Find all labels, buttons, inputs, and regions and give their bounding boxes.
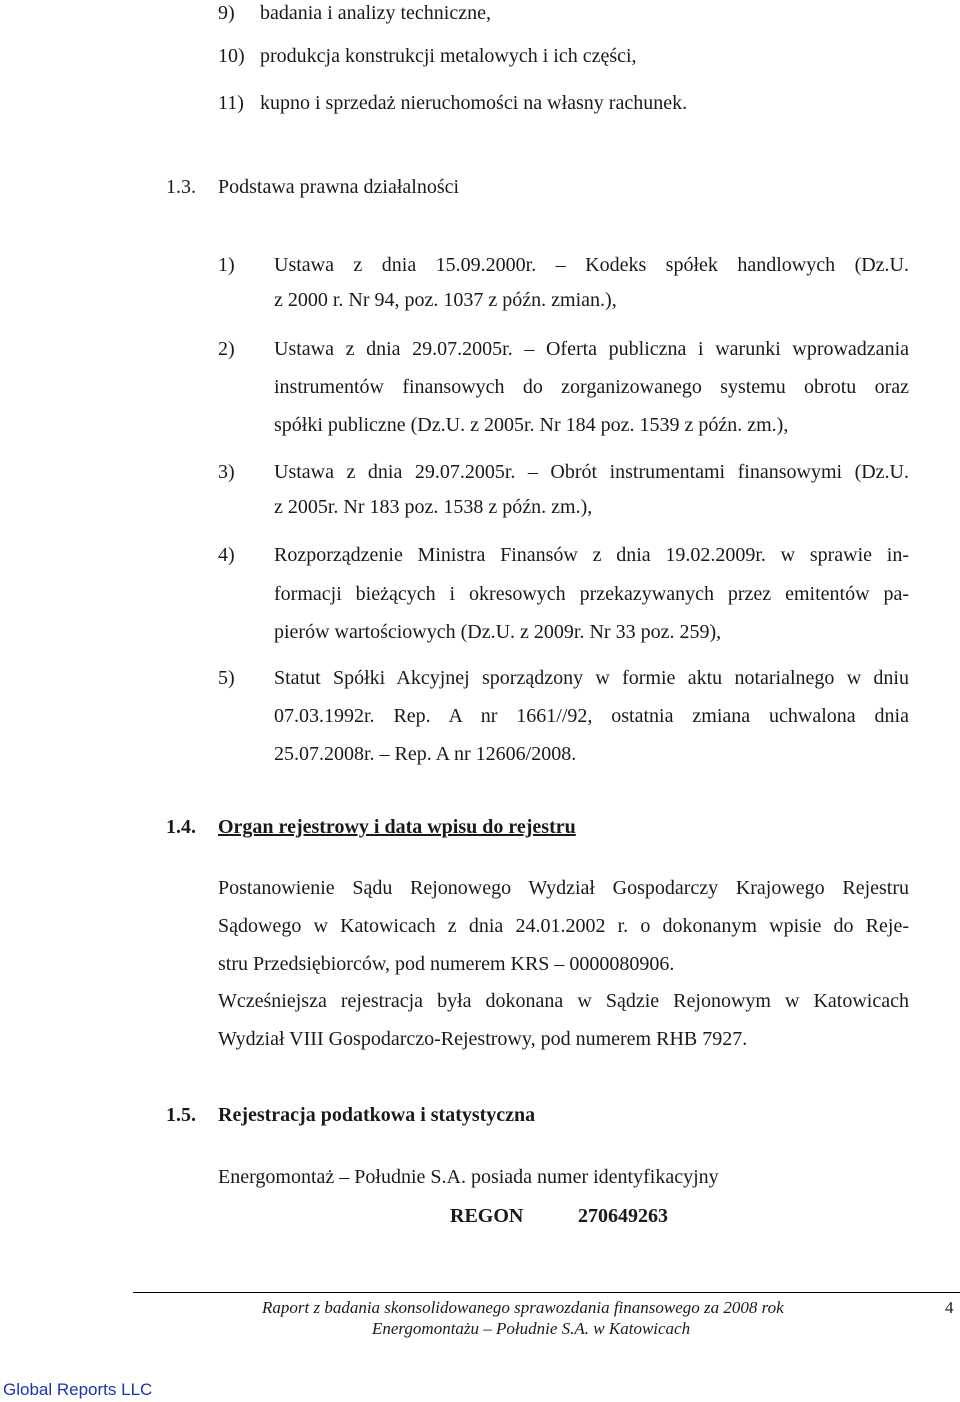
list-item-number: 10) [218, 45, 245, 67]
legal-basis-line: instrumentów finansowych do zorganizowanego systemu obrotu oraz [274, 376, 909, 398]
legal-basis-line: Rozporządzenie Ministra Finansów z dnia 19.02.2009r. w sprawie in- [274, 544, 909, 566]
legal-basis-line: 25.07.2008r. – Rep. A nr 12606/2008. [274, 743, 577, 765]
paragraph-line: Wydział VIII Gospodarczo-Rejestrowy, pod numerem RHB 7927. [218, 1028, 748, 1050]
section-number: 1.5. [166, 1104, 196, 1126]
footer-report-title: Raport z badania skonsolidowanego sprawozdania finansowego za 2008 rok [262, 1298, 784, 1317]
paragraph-line: Wcześniejsza rejestracja była dokonana w Sądzie Rejonowym w Katowicach [218, 990, 909, 1012]
paragraph-line: Sądowego w Katowicach z dnia 24.01.2002 r. o dokonanym wpisie do Reje- [218, 915, 909, 937]
section-title: Rejestracja podatkowa i statystyczna [218, 1104, 536, 1126]
legal-basis-number: 3) [218, 461, 235, 483]
legal-basis-line: z 2005r. Nr 183 poz. 1538 z późn. zm.), [274, 496, 593, 518]
legal-basis-line: Ustawa z dnia 29.07.2005r. – Obrót instrumentami finansowymi (Dz.U. [274, 461, 909, 483]
legal-basis-number: 4) [218, 544, 235, 566]
watermark-text: Global Reports LLC [3, 1380, 153, 1399]
identification-text: Energomontaż – Południe S.A. posiada numer identyfikacyjny [218, 1166, 719, 1188]
section-title: Organ rejestrowy i data wpisu do rejestru [218, 816, 576, 838]
section-number: 1.4. [166, 816, 196, 838]
section-number: 1.3. [166, 176, 196, 198]
footer-divider [133, 1292, 960, 1293]
legal-basis-line: formacji bieżących i okresowych przekazywanych przez emitentów pa- [274, 583, 909, 605]
section-title: Podstawa prawna działalności [218, 176, 460, 198]
paragraph-line: Postanowienie Sądu Rejonowego Wydział Gospodarczy Krajowego Rejestru [218, 877, 909, 899]
legal-basis-line: 07.03.1992r. Rep. A nr 1661//92, ostatnia zmiana uchwalona dnia [274, 705, 909, 727]
legal-basis-line: spółki publiczne (Dz.U. z 2005r. Nr 184 poz. 1539 z późn. zm.), [274, 414, 789, 436]
legal-basis-line: z 2000 r. Nr 94, poz. 1037 z późn. zmian.), [274, 289, 617, 311]
legal-basis-number: 1) [218, 254, 235, 276]
legal-basis-number: 5) [218, 667, 235, 689]
list-item-text: produkcja konstrukcji metalowych i ich części, [260, 45, 637, 67]
regon-value: 270649263 [578, 1205, 668, 1227]
page-number: 4 [945, 1298, 954, 1317]
legal-basis-line: pierów wartościowych (Dz.U. z 2009r. Nr 33 poz. 259), [274, 621, 722, 643]
legal-basis-number: 2) [218, 338, 235, 360]
legal-basis-line: Ustawa z dnia 29.07.2005r. – Oferta publiczna i warunki wprowadzania [274, 338, 909, 360]
regon-label: REGON [450, 1205, 524, 1227]
list-item-number: 11) [218, 92, 244, 114]
paragraph-line: stru Przedsiębiorców, pod numerem KRS – 0000080906. [218, 953, 675, 975]
legal-basis-line: Statut Spółki Akcyjnej sporządzony w formie aktu notarialnego w dniu [274, 667, 909, 689]
list-item-number: 9) [218, 2, 235, 24]
list-item-text: badania i analizy techniczne, [260, 2, 491, 24]
legal-basis-line: Ustawa z dnia 15.09.2000r. – Kodeks spółek handlowych (Dz.U. [274, 254, 909, 276]
footer-company: Energomontażu – Południe S.A. w Katowicach [372, 1319, 691, 1338]
list-item-text: kupno i sprzedaż nieruchomości na własny rachunek. [260, 92, 688, 114]
